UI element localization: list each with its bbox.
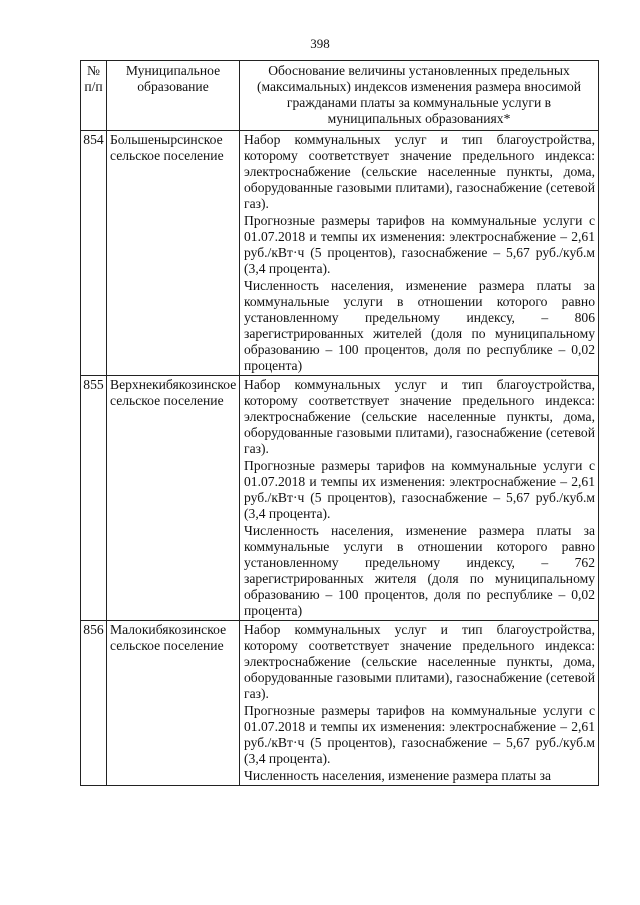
table-header-row [81,61,599,131]
municipality-name: Верхнекибякозинское сельское поселение [107,376,240,621]
municipality-name: Большенырсинское сельское поселение [107,131,240,376]
table-row [81,621,599,786]
header-municipality: Муниципальное образование [107,61,240,131]
row-number: 855 [81,376,107,621]
indices-table [80,60,599,786]
tariffs-paragraph: Прогнозные размеры тарифов на коммунальные услуги с 01.07.2018 и темпы их изменения: электроснабжение – 2,61 руб./кВт·ч (5 процентов), газоснабжение – 5,67 руб./куб.м (3,4 процента). [244,703,595,766]
justification-cell [240,131,599,376]
population-paragraph: Численность населения, изменение размера платы за [244,768,552,783]
header-justification: Обоснование величины установленных предельных (максимальных) индексов изменения размера вносимой гражданами платы за коммунальные услуги в муниципальных образованиях* [240,61,599,131]
justification-cell [240,621,599,786]
services-paragraph: Набор коммунальных услуг и тип благоустройства, которому соответствует значение предельного индекса: электроснабжение (сельские населенные пункты, дома, оборудованные газовыми плитами), газоснабжение (сетевой газ). [244,377,595,456]
justification-cell [240,376,599,621]
tariffs-paragraph: Прогнозные размеры тарифов на коммунальные услуги с 01.07.2018 и темпы их изменения: электроснабжение – 2,61 руб./кВт·ч (5 процентов), газоснабжение – 5,67 руб./куб.м (3,4 процента). [244,458,595,521]
row-number: 856 [81,621,107,786]
table-container [80,60,600,905]
population-paragraph: Численность населения, изменение размера платы за коммунальные услуги в отношении которого равно установленному предельному индексу, – 806 зарегистрированных жителей (доля по муниципальному образованию – 100 процентов, доля по республике – 0,02 процента) [244,278,595,373]
header-num: № п/п [81,61,107,131]
municipality-name: Малокибякозинское сельское поселение [107,621,240,786]
row-number: 854 [81,131,107,376]
services-paragraph: Набор коммунальных услуг и тип благоустройства, которому соответствует значение предельного индекса: электроснабжение (сельские населенные пункты, дома, оборудованные газовыми плитами), газоснабжение (сетевой газ). [244,132,595,211]
tariffs-paragraph: Прогнозные размеры тарифов на коммунальные услуги с 01.07.2018 и темпы их изменения: электроснабжение – 2,61 руб./кВт·ч (5 процентов), газоснабжение – 5,67 руб./куб.м (3,4 процента). [244,213,595,276]
table-row [81,376,599,621]
page-number: 398 [310,36,330,51]
services-paragraph: Набор коммунальных услуг и тип благоустройства, которому соответствует значение предельного индекса: электроснабжение (сельские населенные пункты, дома, оборудованные газовыми плитами), газоснабжение (сетевой газ). [244,622,595,701]
table-row [81,131,599,376]
population-paragraph: Численность населения, изменение размера платы за коммунальные услуги в отношении которого равно установленному предельному индексу, – 762 зарегистрированных жителя (доля по муниципальному образованию – 100 процентов, доля по республике – 0,02 процента) [244,523,595,618]
